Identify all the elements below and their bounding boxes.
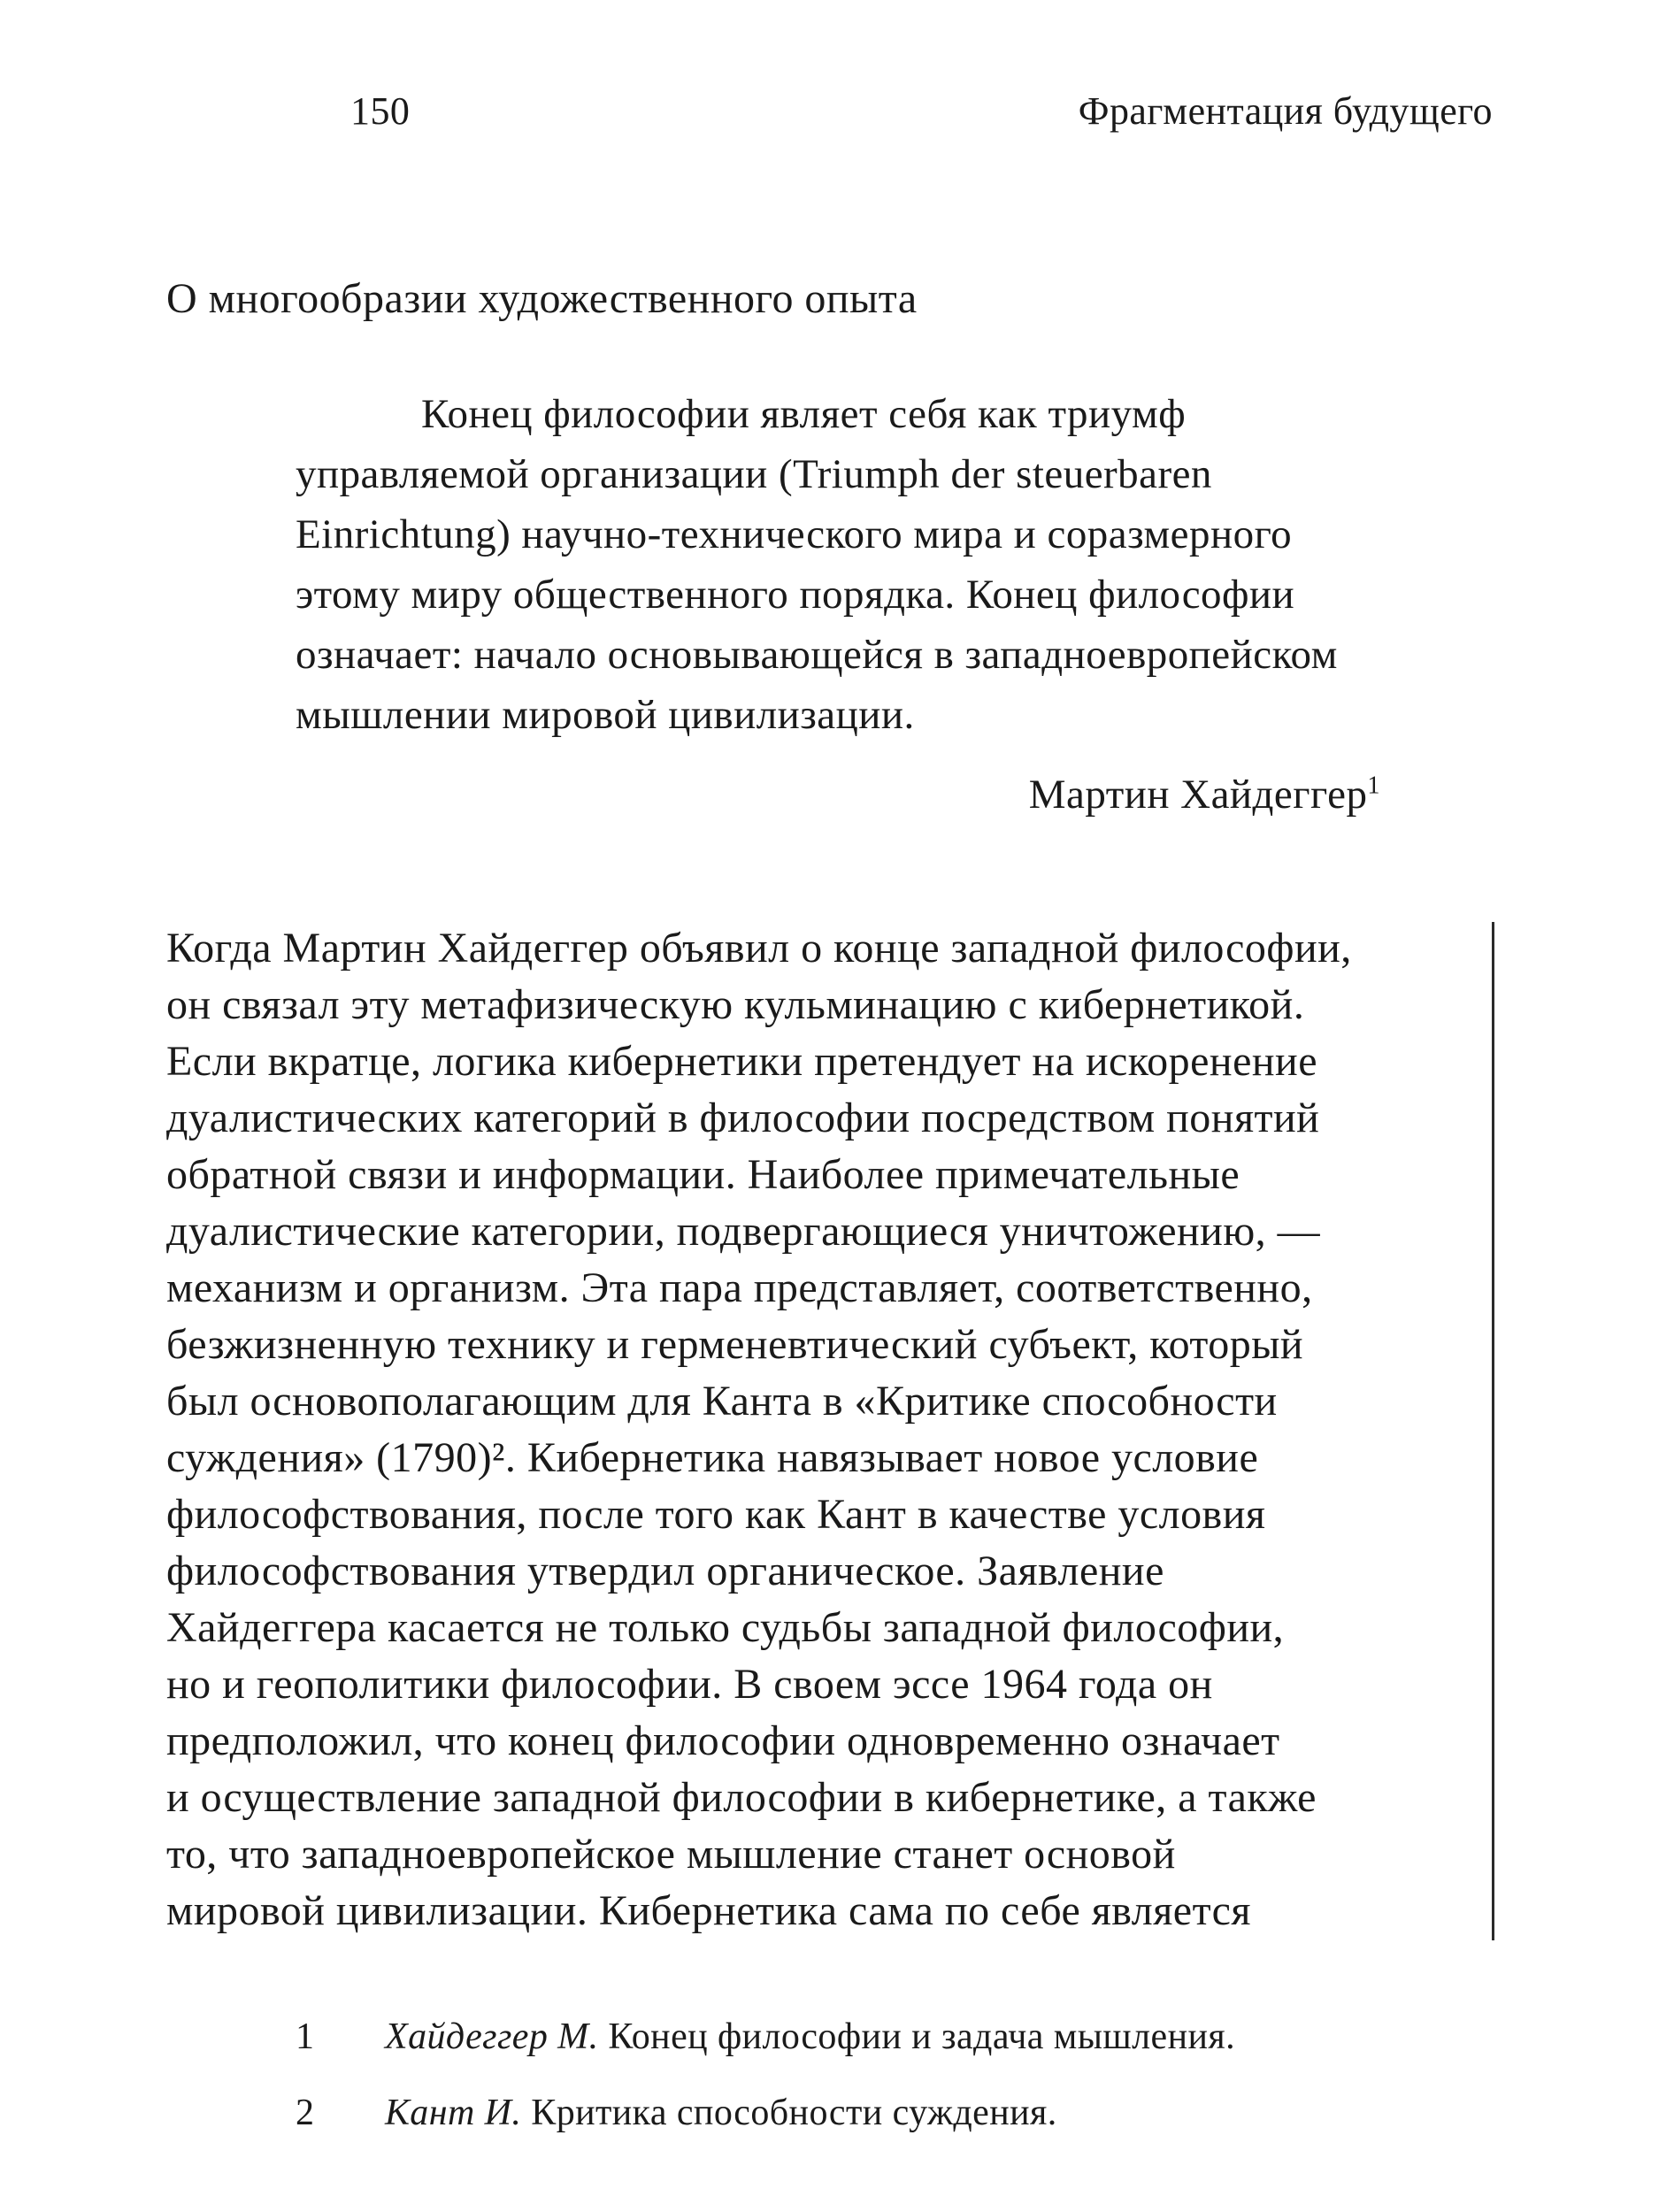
body-line: был основополагающим для Канта в «Критике способности: [166, 1378, 1278, 1425]
body-line: механизм и организм. Эта пара представляет, соответственно,: [166, 1264, 1313, 1311]
page-number: 150: [350, 89, 411, 133]
footnote-text: Критика способности суждения.: [531, 2093, 1057, 2133]
footnote-text: Конец философии и задача мышления.: [608, 2016, 1236, 2057]
footnote-ref-1: 1: [1367, 772, 1380, 800]
body-line: обратной связи и информации. Наиболее примечательные: [166, 1151, 1240, 1198]
footnote-number: 2: [296, 2093, 315, 2133]
running-title: Фрагментация будущего: [1078, 89, 1493, 133]
body-line: философствования утвердил органическое. Заявление: [166, 1548, 1164, 1594]
epigraph-attribution-name: Мартин Хайдеггер: [1028, 772, 1368, 818]
footnote-number: 1: [296, 2016, 315, 2057]
footnote-author: Хайдеггер М.: [385, 2016, 599, 2057]
body-line: безжизненную технику и герменевтический субъект, который: [166, 1321, 1304, 1368]
body-line: Когда Мартин Хайдеггер объявил о конце западной философии,: [166, 925, 1352, 972]
epigraph-line: мышлении мировой цивилизации.: [296, 692, 915, 738]
body-line: то, что западноевропейское мышление станет основой: [166, 1831, 1176, 1878]
footnote-author: Кант И.: [385, 2093, 522, 2133]
epigraph-line: Конец философии являет себя как триумф: [421, 391, 1187, 437]
body-line: философствования, после того как Кант в качестве условия: [166, 1491, 1266, 1538]
body-line: мировой цивилизации. Кибернетика сама по себе является: [166, 1887, 1251, 1934]
body-line: он связал эту метафизическую кульминацию с кибернетикой.: [166, 981, 1305, 1028]
epigraph-line: означает: начало основывающейся в западноевропейском: [296, 632, 1338, 678]
body-line: но и геополитики философии. В своем эссе 1964 года он: [166, 1661, 1213, 1708]
epigraph-attribution: [296, 764, 1380, 825]
footnote-item: [296, 2014, 1235, 2060]
body-line: суждения» (1790)². Кибернетика навязывает новое условие: [166, 1434, 1259, 1481]
epigraph-line: управляемой организации (Triumph der steuerbaren: [296, 451, 1212, 497]
body-line: и осуществление западной философии в кибернетике, а также: [166, 1774, 1317, 1821]
epigraph-line: Einrichtung) научно-технического мира и соразмерного: [296, 511, 1293, 557]
body-line: дуалистические категории, подвергающиеся уничтожению, —: [166, 1208, 1321, 1255]
margin-rule: [1492, 922, 1494, 1940]
epigraph-block: [296, 384, 1380, 825]
body-line: Если вкратце, логика кибернетики претендует на искоренение: [166, 1038, 1317, 1085]
body-paragraph: [166, 920, 1423, 1939]
footnote-item: [296, 2090, 1057, 2136]
epigraph-line: этому миру общественного порядка. Конец философии: [296, 572, 1295, 618]
section-heading: О многообразии художественного опыта: [166, 275, 918, 322]
body-line: предположил, что конец философии одновременно означает: [166, 1717, 1280, 1764]
body-line: дуалистических категорий в философии посредством понятий: [166, 1094, 1320, 1141]
body-line: Хайдеггера касается не только судьбы западной философии,: [166, 1604, 1285, 1651]
